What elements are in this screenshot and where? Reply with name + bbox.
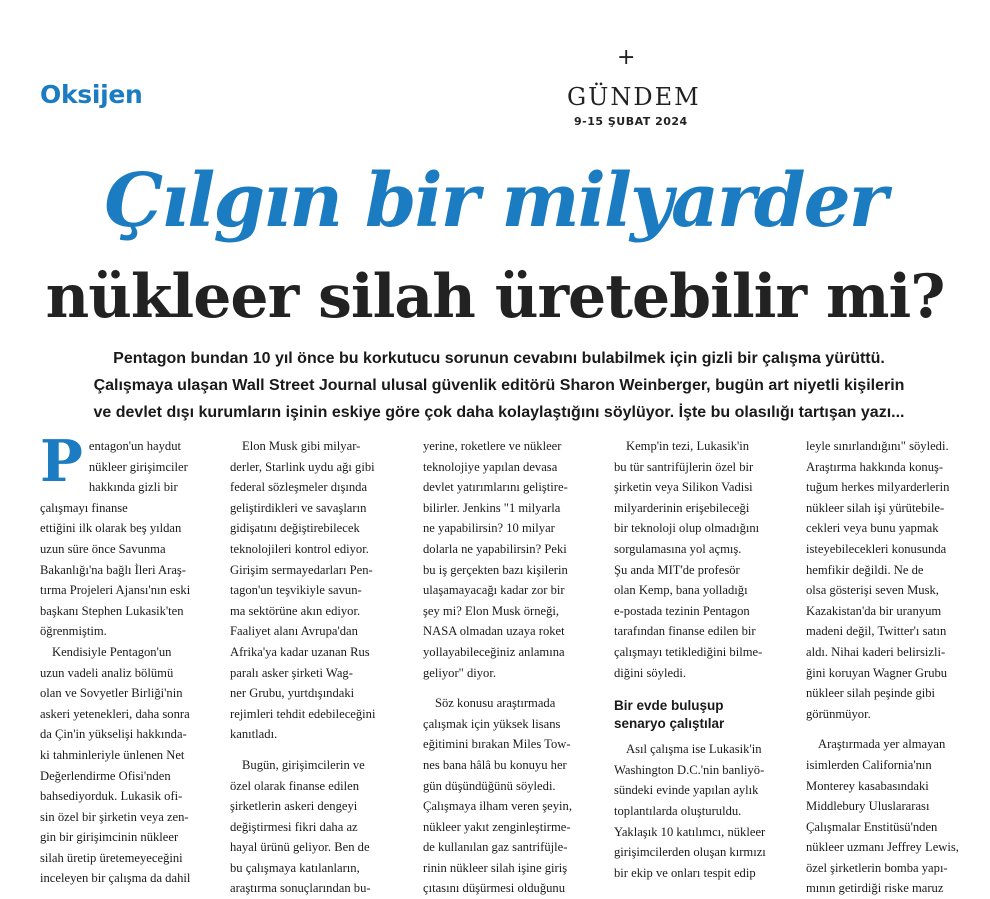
- text-line: olsa gösterişi seven Musk,: [806, 583, 939, 598]
- text-line: öğrenmiştim.: [40, 624, 107, 639]
- text-line: e-postada tezinin Pentagon: [614, 603, 750, 618]
- text-line: Monterey kasabasındaki: [806, 778, 929, 793]
- text-line: tırma Projeleri Ajansı'nın eski: [40, 583, 191, 598]
- text-line: bilirler. Jenkins "1 milyarla: [423, 500, 561, 515]
- text-line: isteyebilecekleri konusunda: [806, 541, 947, 556]
- text-line: mının getirdiği riske maruz: [806, 881, 944, 896]
- text-line: de kullanılan gaz santrifüjle-: [423, 840, 568, 855]
- text-line: aldı. Nihai kaderi belirsizli-: [806, 644, 946, 659]
- text-line: bu iş gerçekten bazı kişilerin: [423, 562, 568, 577]
- text-line: askeri yetenekleri, daha sonra: [40, 706, 190, 721]
- text-line: Değerlendirme Ofisi'nden: [40, 768, 171, 783]
- text-line: uzun vadeli analiz bölümü: [40, 665, 174, 680]
- text-line: girişimcilerden oluşan kırmızı: [614, 845, 766, 860]
- crosshair-icon: +: [617, 45, 636, 70]
- text-line: Kemp'in tezi, Lukasik'in: [626, 439, 750, 453]
- text-line: ki tahminleriyle ünlenen Net: [40, 747, 185, 762]
- text-line: uzun süre önce Savunma: [40, 541, 166, 556]
- article-column-1: [40, 428, 216, 889]
- text-line: olan ve Sovyetler Birliği'nin: [40, 686, 183, 701]
- text-line: Şu anda MIT'de profesör: [614, 562, 740, 577]
- text-line: Yaklaşık 10 katılımcı, nükleer: [614, 824, 766, 839]
- text-line: kanıtladı.: [230, 727, 278, 742]
- text-line: şirketlerin askeri dengeyi: [230, 799, 358, 814]
- text-line: paralı asker şirketi Wag-: [230, 665, 353, 680]
- lead-line: Çalışmaya ulaşan Wall Street Journal ulusal güvenlik editörü Sharon Weinberger, bugün art niyetli kişilerin: [93, 377, 905, 394]
- text-line: ulaşamayacağı kadar zor bir: [423, 583, 565, 598]
- text-line: entagon'un haydut: [88, 439, 182, 453]
- text-line: bu çalışmaya katılanların,: [230, 860, 360, 875]
- text-line: gidişatını değiştirebilecek: [230, 521, 360, 536]
- text-line: olan Kemp, bana yolladığı: [614, 583, 748, 598]
- text-line: araştırma sonuçlarından bu-: [230, 881, 371, 896]
- brand-logo[interactable]: Oksijen: [40, 80, 143, 109]
- text-line: tarafından finanse edilen bir: [614, 624, 756, 639]
- text-line: nükleer girişimciler: [88, 459, 188, 474]
- text-line: devlet yatırımlarını geliştire-: [423, 480, 568, 495]
- text-line: özel olarak finanse edilen: [230, 778, 360, 793]
- text-line: geliştirdikleri ve savaşların: [230, 500, 367, 515]
- text-line: ma sektörüne akın ediyor.: [230, 603, 361, 618]
- text-line: çıtasını düşürmesi olduğunu: [423, 881, 566, 896]
- text-line: Araştırma hakkında konuş-: [806, 459, 944, 474]
- text-line: sorgulamasına yol açmış.: [614, 541, 742, 556]
- text-line: görünmüyor.: [806, 706, 871, 721]
- text-line: nükleer yakıt zenginleştirme-: [423, 819, 571, 834]
- text-line: bu tür santrifüjlerin özel bir: [614, 459, 754, 474]
- text-line: değiştirmesi fikri daha az: [230, 819, 358, 834]
- text-line: Kazakistan'da bir uranyum: [806, 603, 942, 618]
- text-line: teknolojileri kontrol ediyor.: [230, 541, 369, 556]
- text-line: tuğum herkes milyarderlerin: [806, 480, 950, 495]
- text-line: ettiğini ilk olarak beş yıldan: [40, 521, 182, 536]
- text-line: nükleer uzmanı Jeffrey Lewis,: [806, 840, 959, 855]
- drop-cap: P: [40, 428, 83, 495]
- text-line: Middlebury Uluslararası: [806, 799, 930, 814]
- text-line: Söz konusu araştırmada: [435, 696, 556, 711]
- text-line: rinin nükleer silah işine giriş: [423, 860, 568, 875]
- text-line: gün düşündüğünü söyledi.: [423, 778, 556, 793]
- text-line: silah üretip üretemeyeceğini: [40, 850, 183, 865]
- text-line: eğitimini bırakan Miles Tow-: [423, 737, 571, 752]
- text-line: ne yapabilirsin? 10 milyar: [423, 521, 555, 536]
- text-line: nükleer silah peşinde gibi: [806, 686, 936, 701]
- text-line: nes bana hâlâ bu konuyu her: [423, 757, 567, 772]
- text-line: inceleyen bir çalışma da dahil: [40, 871, 191, 886]
- text-line: rejimleri tehdit edebileceğini: [230, 706, 376, 721]
- text-line: geliyor" diyor.: [423, 665, 496, 680]
- text-line: sündeki evinde yapılan aylık: [614, 783, 759, 798]
- text-line: Washington D.C.'nin banliyö-: [614, 762, 765, 777]
- text-line: diğini söyledi.: [614, 665, 687, 680]
- text-line: toplantılarda oluşturuldu.: [614, 803, 742, 818]
- article-column-3: [423, 436, 599, 899]
- subheading-line: senaryo çalıştılar: [614, 716, 725, 732]
- text-line: Faaliyet alanı Avrupa'dan: [230, 624, 358, 639]
- text-line: Çalışmaya ilham veren şeyin,: [423, 799, 572, 814]
- text-line: da Çin'in yükselişi hakkında-: [40, 727, 187, 742]
- headline-line-2: nükleer silah üretebilir mi?: [45, 262, 945, 332]
- text-line: çalışmayı finanse: [40, 500, 128, 515]
- text-line: Asıl çalışma ise Lukasik'in: [626, 742, 762, 757]
- text-line: çalışmayı tetiklediğini bilme-: [614, 644, 763, 659]
- text-line: teknolojiye yapılan devasa: [423, 459, 558, 474]
- text-line: tagon'un teşvikiyle savun-: [230, 583, 362, 598]
- text-line: cekleri veya bunu yapmak: [806, 521, 939, 536]
- text-line: nükleer silah işi yürütebile-: [806, 500, 945, 515]
- text-line: Bugün, girişimcilerin ve: [242, 757, 365, 772]
- text-line: milyarderinin erişebileceği: [614, 500, 750, 515]
- text-line: Araştırmada yer almayan: [818, 737, 946, 752]
- text-line: hayal ürünü geliyor. Ben de: [230, 840, 370, 855]
- text-line: özel şirketlerin bomba yapı-: [806, 860, 948, 875]
- text-line: bir ekip ve onları tespit edip: [614, 865, 756, 880]
- text-line: Elon Musk gibi milyar-: [242, 439, 361, 453]
- text-line: ner Grubu, yurtdışındaki: [230, 686, 355, 701]
- text-line: madeni değil, Twitter'ı satın: [806, 624, 947, 639]
- text-line: Afrika'ya kadar uzanan Rus: [230, 644, 370, 659]
- issue-date: 9-15 ŞUBAT 2024: [574, 115, 688, 128]
- article-column-2: [230, 436, 406, 899]
- text-line: sin özel bir şirketin veya zen-: [40, 809, 189, 824]
- text-line: isimlerden California'nın: [806, 757, 932, 772]
- text-line: bir teknoloji olup olmadığını: [614, 521, 760, 536]
- text-line: hemfikir değildi. Ne de: [806, 562, 924, 577]
- subheading-line: Bir evde buluşup: [614, 698, 724, 714]
- text-line: şirketin veya Silikon Vadisi: [614, 480, 753, 495]
- text-line: leyle sınırlandığını" söyledi.: [806, 439, 949, 453]
- text-line: NASA olmadan uzaya roket: [423, 624, 565, 639]
- text-line: ğini koruyan Wagner Grubu: [806, 665, 948, 680]
- text-line: gin bir girişimcinin nükleer: [40, 830, 179, 845]
- lead-line: ve devlet dışı kurumların işinin eskiye göre çok daha kolaylaştığını söylüyor. İşte bu olasılığı tartışan yazı...: [93, 404, 905, 421]
- lead-line: Pentagon bundan 10 yıl önce bu korkutucu sorunun cevabını bulabilmek için gizli bir çalışma yürüttü.: [113, 350, 885, 367]
- text-line: şey mi? Elon Musk örneği,: [423, 603, 560, 618]
- article-column-4: [614, 436, 790, 883]
- text-line: çalışmak için yüksek lisans: [423, 716, 561, 731]
- text-line: derler, Starlink uydu ağı gibi: [230, 459, 375, 474]
- text-line: yollayabileceğiniz anlamına: [423, 644, 565, 659]
- text-line: dolarla ne yapabilirsin? Peki: [423, 541, 567, 556]
- text-line: yerine, roketlere ve nükleer: [423, 439, 562, 453]
- section-title: GÜNDEM: [567, 83, 701, 111]
- lead-paragraph: [26, 345, 972, 426]
- text-line: Kendisiyle Pentagon'un: [52, 644, 172, 659]
- text-line: Bakanlığı'na bağlı İleri Araş-: [40, 562, 187, 577]
- text-line: bahsediyorduk. Lukasik ofi-: [40, 789, 183, 804]
- text-line: hakkında gizli bir: [88, 480, 178, 495]
- headline-line-1: Çılgın bir milyarder: [104, 158, 886, 244]
- text-line: federal sözleşmeler dışında: [230, 480, 368, 495]
- article-column-5: [806, 436, 982, 899]
- text-line: Çalışmalar Enstitüsü'nden: [806, 819, 938, 834]
- subheading: [614, 697, 790, 733]
- text-line: başkanı Stephen Lukasik'ten: [40, 603, 184, 618]
- text-line: Girişim sermayedarları Pen-: [230, 562, 373, 577]
